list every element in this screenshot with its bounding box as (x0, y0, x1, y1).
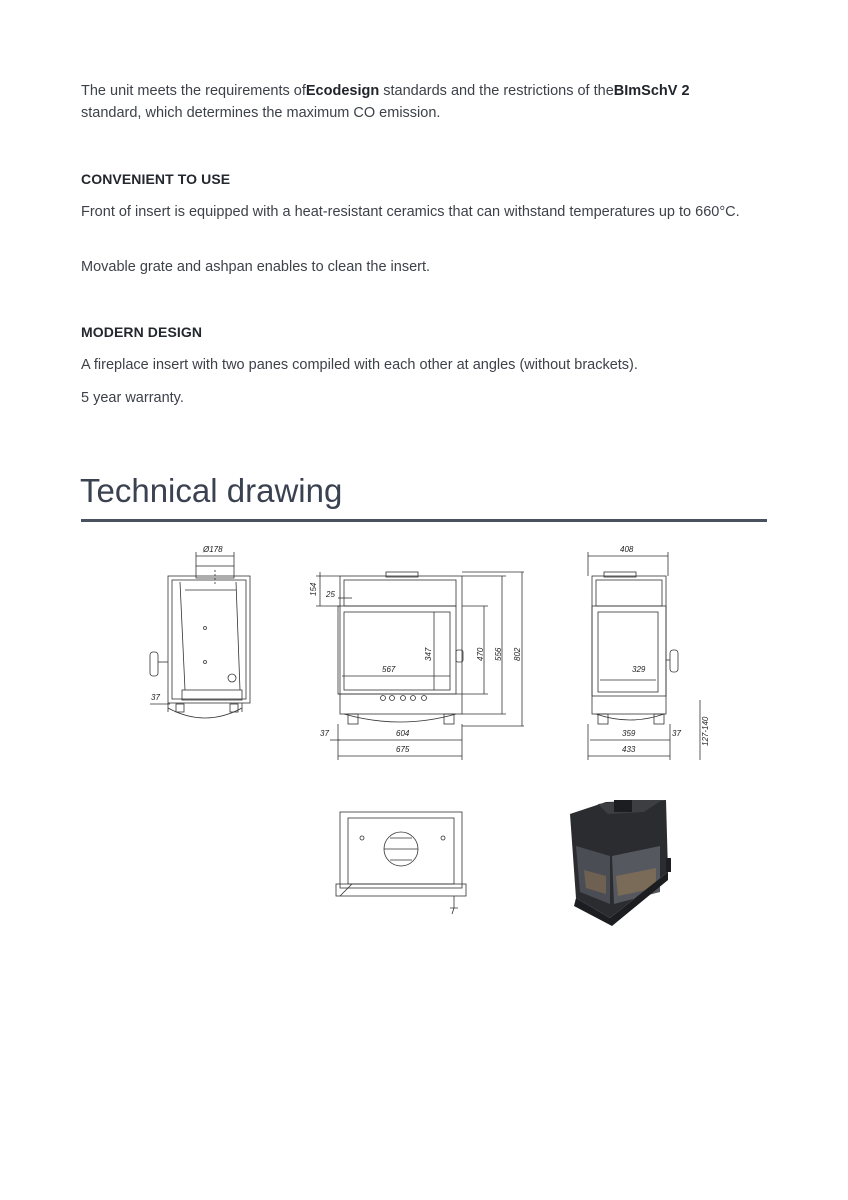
dim-side-depth: 37 (151, 693, 160, 702)
fireplace-3d-render (570, 800, 671, 926)
dim-legs: 127-140 (701, 716, 710, 746)
dim-glass-329: 329 (632, 665, 646, 674)
dim-left-37: 37 (320, 729, 329, 738)
convenient-paragraph-2: Movable grate and ashpan enables to clean the insert. (81, 259, 431, 275)
dim-width-567: 567 (382, 665, 396, 674)
dim-height-470: 470 (476, 647, 485, 661)
convenient-heading: CONVENIENT TO USE (81, 171, 231, 187)
dim-width-433: 433 (622, 745, 636, 754)
side-view-drawing (150, 552, 250, 718)
technical-drawing-title: Technical drawing (80, 472, 343, 509)
front-view-drawing (316, 572, 524, 760)
dim-height-556: 556 (494, 647, 503, 661)
dim-height-802: 802 (513, 647, 522, 661)
dim-width-675: 675 (396, 745, 410, 754)
dim-right-37: 37 (672, 729, 681, 738)
dim-gap-25: 25 (326, 590, 335, 599)
dim-top-154: 154 (309, 582, 318, 596)
right-view-drawing (588, 552, 700, 760)
dim-top-408: 408 (620, 545, 634, 554)
top-view-drawing (336, 812, 466, 914)
modern-paragraph-1: A fireplace insert with two panes compiled with each other at angles (without brackets). (81, 357, 638, 373)
modern-heading: MODERN DESIGN (81, 324, 203, 340)
dim-height-347: 347 (424, 647, 433, 661)
dim-width-604: 604 (396, 729, 410, 738)
intro-paragraph: The unit meets the requirements ofEcodesign standards and the restrictions of theBImSchV 2 standard, which determines the maximum CO emission. (81, 83, 690, 121)
convenient-paragraph-1: Front of insert is equipped with a heat-resistant ceramics that can withstand temperatures up to 660°C. (81, 204, 740, 220)
dim-flue: Ø178 (203, 545, 223, 554)
modern-paragraph-2: 5 year warranty. (81, 390, 184, 406)
dim-width-359: 359 (622, 729, 636, 738)
